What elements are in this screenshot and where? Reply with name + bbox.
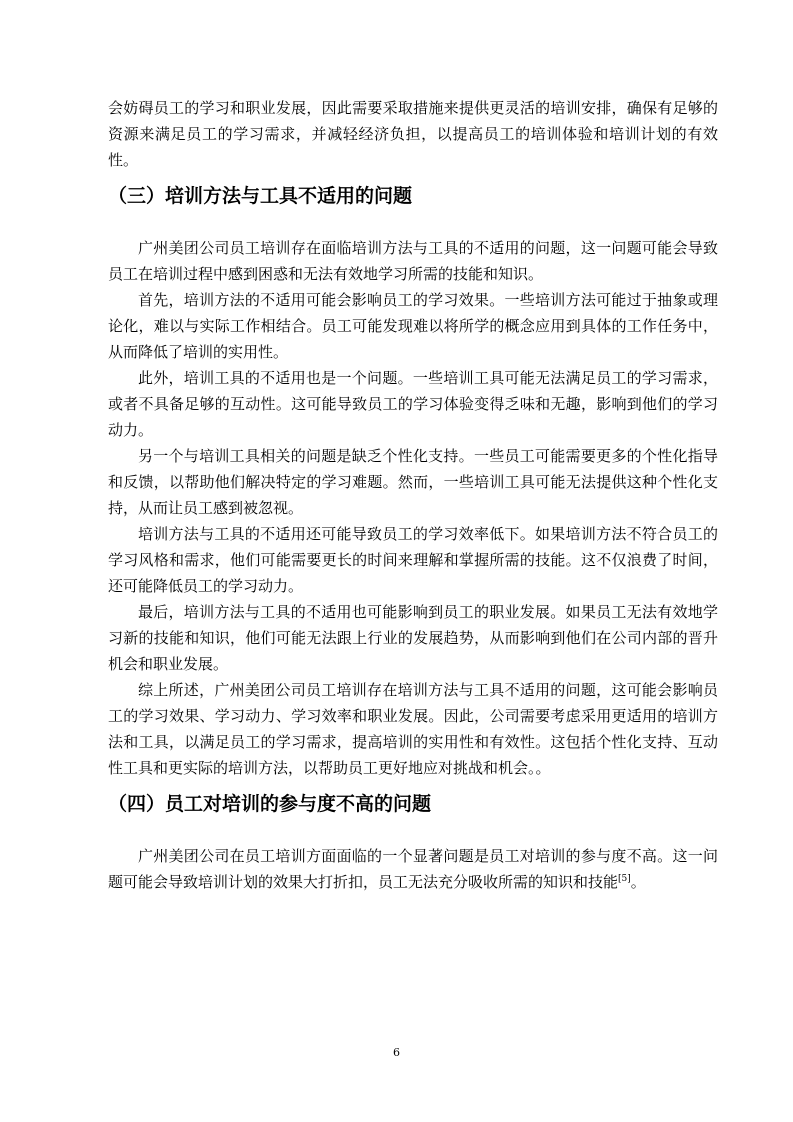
- section-heading-3: （三）培训方法与工具不适用的问题: [108, 185, 413, 207]
- page-body: [108, 95, 718, 895]
- spacer: [108, 819, 718, 843]
- spacer: [108, 211, 718, 235]
- paragraph: 最后，培训方法与工具的不适用也可能影响到员工的职业发展。如果员工无法有效地学习新的技能和知识，他们可能无法跟上行业的发展趋势，从而影响到他们在公司内部的晋升机会和职业发展。: [108, 603, 718, 673]
- paragraph: 综上所述，广州美团公司员工培训存在培训方法与工具不适用的问题，这可能会影响员工的学习效果、学习动力、学习效率和职业发展。因此，公司需要考虑采用更适用的培训方法和工具，以满足员工的学习需求，提高培训的实用性和有效性。这包括个性化支持、互动性工具和更实际的培训方法，以帮助员工更好地应对挑战和机会。。: [108, 681, 718, 777]
- paragraph: 另一个与培训工具相关的问题是缺乏个性化支持。一些员工可能需要更多的个性化指导和反馈，以帮助他们解决特定的学习难题。然而，一些培训工具可能无法提供这种个性化支持，从而让员工感到被忽视。: [108, 447, 718, 517]
- spacer: [108, 781, 718, 789]
- page-number: 6: [393, 1046, 400, 1059]
- spacer: [108, 173, 718, 181]
- paragraph-end: 。: [630, 873, 646, 891]
- paragraph-with-citation: [108, 843, 718, 895]
- paragraph-text: 广州美团公司在员工培训方面面临的一个显著问题是员工对培训的参与度不高。这一问题可能会导致培训计划的效果大打折扣，员工无法充分吸收所需的知识和技能: [108, 847, 718, 891]
- paragraph: 广州美团公司员工培训存在面临培训方法与工具的不适用的问题，这一问题可能会导致员工在培训过程中感到困惑和无法有效地学习所需的技能和知识。: [108, 239, 718, 283]
- citation-ref: [5]: [618, 874, 631, 884]
- paragraph: 此外，培训工具的不适用也是一个问题。一些培训工具可能无法满足员工的学习需求，或者不具备足够的互动性。这可能导致员工的学习体验变得乏味和无趣，影响到他们的学习动力。: [108, 369, 718, 439]
- paragraph-continued: 会妨碍员工的学习和职业发展，因此需要采取措施来提供更灵活的培训安排，确保有足够的资源来满足员工的学习需求，并减轻经济负担，以提高员工的培训体验和培训计划的有效性。: [108, 99, 718, 169]
- section-heading-4: （四）员工对培训的参与度不高的问题: [108, 793, 432, 815]
- paragraph: 培训方法与工具的不适用还可能导致员工的学习效率低下。如果培训方法不符合员工的学习风格和需求，他们可能需要更长的时间来理解和掌握所需的技能。这不仅浪费了时间，还可能降低员工的学习动力。: [108, 525, 718, 595]
- paragraph: 首先，培训方法的不适用可能会影响员工的学习效果。一些培训方法可能过于抽象或理论化，难以与实际工作相结合。员工可能发现难以将所学的概念应用到具体的工作任务中，从而降低了培训的实用性。: [108, 291, 718, 361]
